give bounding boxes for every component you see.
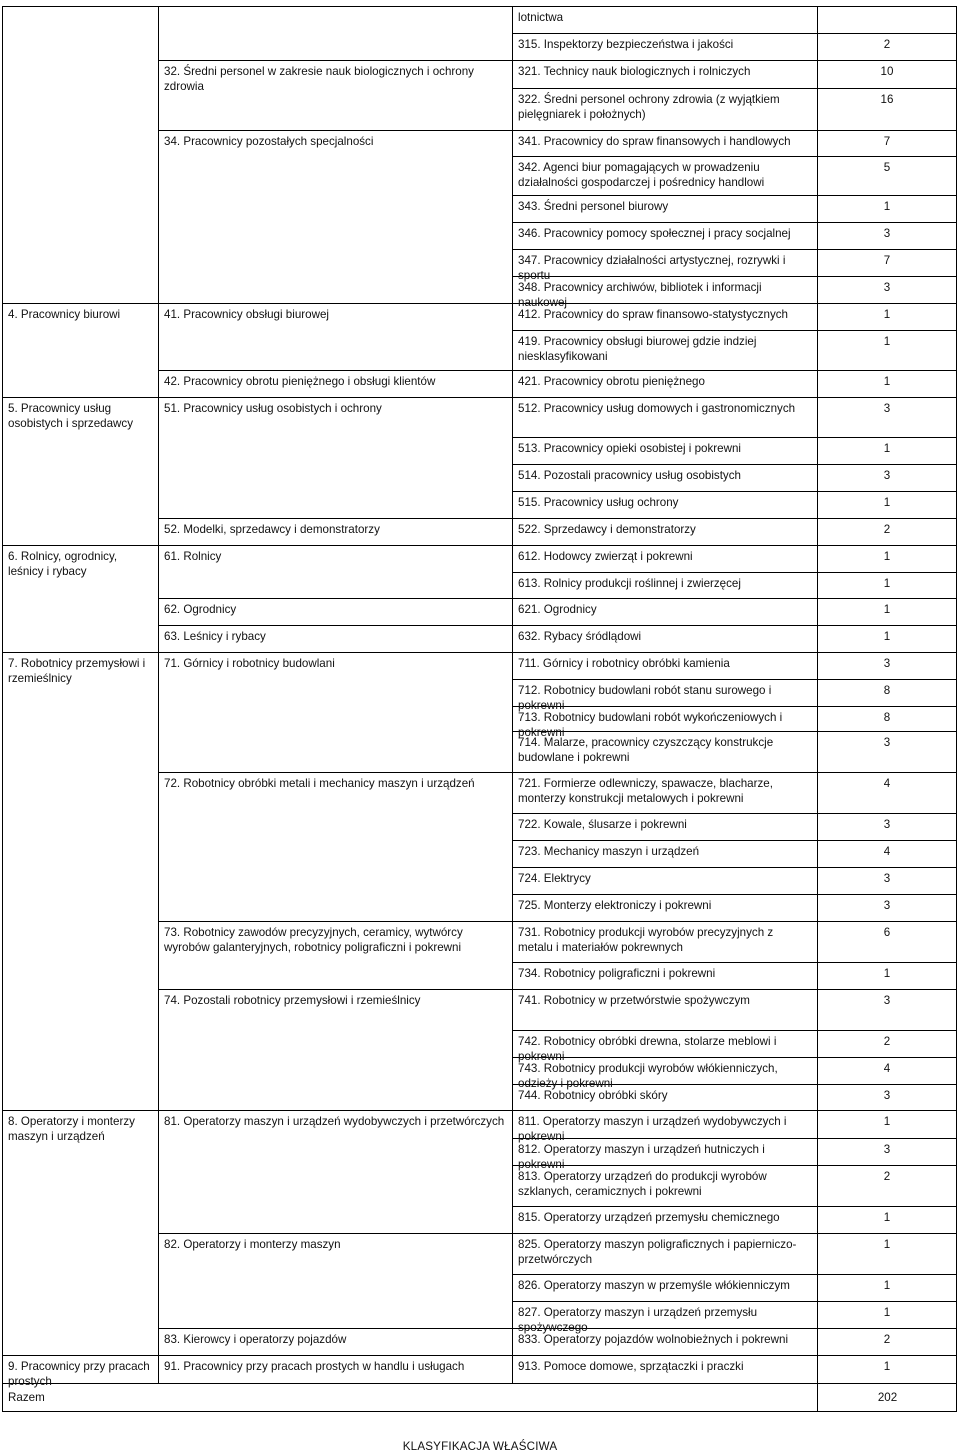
group-minor-cell: 833. Operatorzy pojazdów wolnobieżnych i pokrewni: [518, 1333, 789, 1346]
table-rule: [158, 60, 957, 61]
table-rule: [158, 6, 159, 1383]
count-cell: 1: [883, 967, 891, 980]
group-minor-cell: 522. Sprzedawcy i demonstratorzy: [518, 523, 696, 536]
count-cell: 1: [883, 603, 891, 616]
group-major-cell: 7. Robotnicy przemysłowi i rzemieślnicy: [8, 657, 146, 685]
group-minor-cell: 734. Robotnicy poligraficzni i pokrewni: [518, 967, 716, 980]
group-minor-cell: 813. Operatorzy urządzeń do produkcji wyrobów szklanych, ceramicznych i pokrewni: [518, 1170, 767, 1198]
group-minor-cell: 712. Robotnicy budowlani robót stanu surowego i pokrewni: [518, 684, 772, 712]
group-sub-cell: 61. Rolnicy: [164, 550, 222, 563]
count-cell: 2: [883, 523, 891, 536]
group-sub-cell: 62. Ogrodnicy: [164, 603, 237, 616]
count-cell: 1: [883, 200, 891, 213]
table-rule: [2, 545, 957, 546]
table-rule: [2, 397, 957, 398]
group-minor-cell: 322. Średni personel ochrony zdrowia (z wyjątkiem pielęgniarek i położnych): [518, 93, 780, 121]
count-cell: 1: [883, 1211, 891, 1224]
group-minor-cell: 321. Technicy nauk biologicznych i rolniczych: [518, 65, 751, 78]
count-cell: 3: [883, 818, 891, 831]
group-sub-cell: 81. Operatorzy maszyn i urządzeń wydobywczych i przetwórczych: [164, 1115, 505, 1128]
count-cell: 1: [883, 442, 891, 455]
group-major-cell: 9. Pracownicy przy pracach prostych: [8, 1360, 150, 1388]
count-cell: 1: [883, 550, 891, 563]
group-sub-cell: 63. Leśnicy i rybacy: [164, 630, 266, 643]
count-cell: 3: [883, 899, 891, 912]
count-cell: 1: [883, 1279, 891, 1292]
table-rule: [817, 6, 818, 1411]
group-minor-cell: 722. Kowale, ślusarze i pokrewni: [518, 818, 687, 831]
table-rule: [512, 1206, 957, 1207]
count-cell: 3: [883, 736, 891, 749]
count-cell: 1: [883, 1360, 891, 1373]
group-minor-cell: 632. Rybacy śródlądowi: [518, 630, 642, 643]
group-sub-cell: 32. Średni personel w zakresie nauk biologicznych i ochrony zdrowia: [164, 65, 474, 93]
group-minor-cell: 723. Mechanicy maszyn i urządzeń: [518, 845, 700, 858]
table-rule: [512, 464, 957, 465]
table-rule: [512, 491, 957, 492]
count-cell: 3: [883, 281, 891, 294]
table-rule: [2, 6, 3, 1411]
count-cell: 2: [883, 1035, 891, 1048]
group-minor-cell: lotnictwa: [518, 11, 564, 24]
table-rule: [512, 1030, 957, 1031]
count-cell: 2: [883, 38, 891, 51]
count-cell: 1: [883, 1238, 891, 1251]
group-minor-cell: 725. Monterzy elektroniczy i pokrewni: [518, 899, 712, 912]
group-minor-cell: 721. Formierze odlewniczy, spawacze, blacharze, monterzy konstrukcji metalowych i pokrewni: [518, 777, 773, 805]
table-rule: [512, 6, 513, 1383]
count-cell: 1: [883, 1306, 891, 1319]
group-minor-cell: 514. Pozostali pracownicy usług osobistych: [518, 469, 741, 482]
total-value: 202: [877, 1391, 898, 1404]
count-cell: 1: [883, 308, 891, 321]
table-rule: [158, 518, 957, 519]
group-sub-cell: 82. Operatorzy i monterzy maszyn: [164, 1238, 341, 1251]
group-minor-cell: 621. Ogrodnicy: [518, 603, 597, 616]
group-major-cell: 6. Rolnicy, ogrodnicy, leśnicy i rybacy: [8, 550, 118, 578]
table-rule: [2, 1110, 957, 1111]
group-minor-cell: 421. Pracownicy obrotu pieniężnego: [518, 375, 705, 388]
group-minor-cell: 348. Pracownicy archiwów, bibliotek i informacji naukowej: [518, 281, 762, 309]
group-minor-cell: 513. Pracownicy opieki osobistej i pokrewni: [518, 442, 741, 455]
group-minor-cell: 419. Pracownicy obsługi biurowej gdzie indziej niesklasyfikowani: [518, 335, 757, 363]
count-cell: 1: [883, 577, 891, 590]
table-rule: [158, 1233, 957, 1234]
group-minor-cell: 913. Pomoce domowe, sprzątaczki i praczki: [518, 1360, 744, 1373]
table-rule: [512, 867, 957, 868]
group-minor-cell: 827. Operatorzy maszyn i urządzeń przemysłu spożywczego: [518, 1306, 758, 1334]
count-cell: 1: [883, 630, 891, 643]
count-cell: 2: [883, 1170, 891, 1183]
group-minor-cell: 512. Pracownicy usług domowych i gastronomicznych: [518, 402, 796, 415]
group-minor-cell: 412. Pracownicy do spraw finansowo-statystycznych: [518, 308, 788, 321]
group-sub-cell: 72. Robotnicy obróbki metali i mechanicy maszyn i urządzeń: [164, 777, 475, 790]
count-cell: 7: [883, 135, 891, 148]
group-minor-cell: 815. Operatorzy urządzeń przemysłu chemicznego: [518, 1211, 780, 1224]
count-cell: 2: [883, 1333, 891, 1346]
group-minor-cell: 744. Robotnicy obróbki skóry: [518, 1089, 668, 1102]
group-minor-cell: 613. Rolnicy produkcji roślinnej i zwierzęcej: [518, 577, 741, 590]
group-minor-cell: 731. Robotnicy produkcji wyrobów precyzyjnych z metalu i materiałów pokrewnych: [518, 926, 774, 954]
count-cell: 3: [883, 994, 891, 1007]
group-minor-cell: 342. Agenci biur pomagających w prowadzeniu działalności gospodarczej i pośrednicy handlowi: [518, 161, 765, 189]
table-rule: [956, 6, 957, 1411]
table-rule: [158, 598, 957, 599]
table-rule: [512, 156, 957, 157]
group-minor-cell: 346. Pracownicy pomocy społecznej i pracy socjalnej: [518, 227, 791, 240]
group-major-cell: 5. Pracownicy usług osobistych i sprzedawcy: [8, 402, 134, 430]
table-rule: [512, 840, 957, 841]
table-rule: [512, 437, 957, 438]
group-sub-cell: 83. Kierowcy i operatorzy pojazdów: [164, 1333, 347, 1346]
table-rule: [158, 370, 957, 371]
count-cell: 1: [883, 496, 891, 509]
table-rule: [158, 921, 957, 922]
count-cell: 5: [883, 161, 891, 174]
group-minor-cell: 742. Robotnicy obróbki drewna, stolarze meblowi i pokrewni: [518, 1035, 777, 1063]
group-sub-cell: 34. Pracownicy pozostałych specjalności: [164, 135, 374, 148]
page-footer: KLASYFIKACJA WŁAŚCIWA: [402, 1440, 558, 1453]
table-rule: [158, 625, 957, 626]
group-sub-cell: 73. Robotnicy zawodów precyzyjnych, ceramicy, wytwórcy wyrobów galanteryjnych, robotnicy poligraficzni i pokrewni: [164, 926, 463, 954]
group-sub-cell: 51. Pracownicy usług osobistych i ochrony: [164, 402, 382, 415]
table-rule: [158, 989, 957, 990]
group-major-cell: 8. Operatorzy i monterzy maszyn i urządzeń: [8, 1115, 135, 1143]
group-minor-cell: 812. Operatorzy maszyn i urządzeń hutniczych i pokrewni: [518, 1143, 765, 1171]
table-rule: [512, 330, 957, 331]
count-cell: 10: [880, 65, 894, 78]
count-cell: 3: [883, 469, 891, 482]
table-rule: [512, 894, 957, 895]
count-cell: 4: [883, 777, 891, 790]
group-minor-cell: 343. Średni personel biurowy: [518, 200, 669, 213]
table-rule: [2, 303, 957, 304]
count-cell: 7: [883, 254, 891, 267]
group-major-cell: 4. Pracownicy biurowi: [8, 308, 121, 321]
group-minor-cell: 743. Robotnicy produkcji wyrobów włókienniczych, odzieży i pokrewni: [518, 1062, 778, 1090]
count-cell: 1: [883, 375, 891, 388]
count-cell: 4: [883, 1062, 891, 1075]
count-cell: 3: [883, 872, 891, 885]
group-minor-cell: 811. Operatorzy maszyn i urządzeń wydobywczych i pokrewni: [518, 1115, 787, 1143]
table-rule: [512, 1301, 957, 1302]
count-cell: 6: [883, 926, 891, 939]
table-rule: [2, 1355, 957, 1356]
group-minor-cell: 515. Pracownicy usług ochrony: [518, 496, 679, 509]
table-rule: [512, 572, 957, 573]
group-minor-cell: 347. Pracownicy działalności artystycznej, rozrywki i sportu: [518, 254, 786, 282]
group-sub-cell: 52. Modelki, sprzedawcy i demonstratorzy: [164, 523, 380, 536]
table-rule: [2, 1411, 957, 1412]
count-cell: 1: [883, 1115, 891, 1128]
table-rule: [512, 195, 957, 196]
table-rule: [512, 813, 957, 814]
table-rule: [158, 130, 957, 131]
table-rule: [512, 249, 957, 250]
group-minor-cell: 826. Operatorzy maszyn w przemyśle włókienniczym: [518, 1279, 790, 1292]
group-sub-cell: 71. Górnicy i robotnicy budowlani: [164, 657, 335, 670]
table-rule: [512, 33, 957, 34]
table-rule: [2, 6, 957, 7]
count-cell: 3: [883, 227, 891, 240]
count-cell: 16: [880, 93, 894, 106]
table-rule: [158, 772, 957, 773]
table-rule: [2, 652, 957, 653]
count-cell: 3: [883, 657, 891, 670]
count-cell: 3: [883, 402, 891, 415]
count-cell: 3: [883, 1089, 891, 1102]
group-sub-cell: 41. Pracownicy obsługi biurowej: [164, 308, 329, 321]
count-cell: 1: [883, 335, 891, 348]
group-sub-cell: 42. Pracownicy obrotu pieniężnego i obsługi klientów: [164, 375, 436, 388]
group-minor-cell: 724. Elektrycy: [518, 872, 591, 885]
group-minor-cell: 711. Górnicy i robotnicy obróbki kamienia: [518, 657, 730, 670]
group-minor-cell: 341. Pracownicy do spraw finansowych i handlowych: [518, 135, 791, 148]
table-rule: [512, 222, 957, 223]
group-minor-cell: 713. Robotnicy budowlani robót wykończeniowych i pokrewni: [518, 711, 783, 739]
group-sub-cell: 74. Pozostali robotnicy przemysłowi i rzemieślnicy: [164, 994, 421, 1007]
total-label: Razem: [8, 1391, 45, 1404]
table-rule: [512, 679, 957, 680]
group-minor-cell: 741. Robotnicy w przetwórstwie spożywczym: [518, 994, 750, 1007]
table-grid: [2, 6, 957, 1411]
count-cell: 3: [883, 1143, 891, 1156]
table-rule: [512, 1274, 957, 1275]
group-minor-cell: 315. Inspektorzy bezpieczeństwa i jakości: [518, 38, 734, 51]
table-rule: [512, 962, 957, 963]
group-minor-cell: 825. Operatorzy maszyn poligraficznych i papierniczo-przetwórczych: [518, 1238, 797, 1266]
count-cell: 8: [883, 684, 891, 697]
count-cell: 4: [883, 845, 891, 858]
group-sub-cell: 91. Pracownicy przy pracach prostych w handlu i usługach: [164, 1360, 465, 1373]
group-minor-cell: 714. Malarze, pracownicy czyszczący konstrukcje budowlane i pokrewni: [518, 736, 774, 764]
table-rule: [512, 88, 957, 89]
count-cell: 8: [883, 711, 891, 724]
group-minor-cell: 612. Hodowcy zwierząt i pokrewni: [518, 550, 693, 563]
